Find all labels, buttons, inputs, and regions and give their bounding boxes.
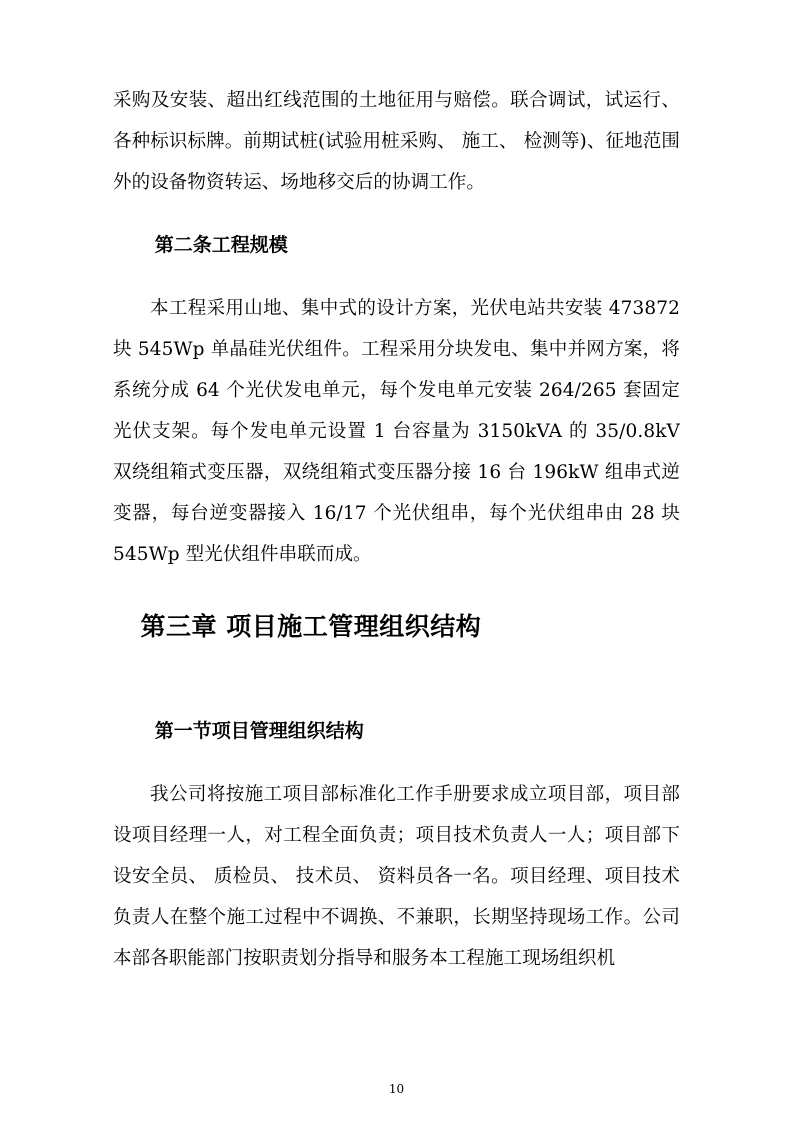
spacer bbox=[113, 752, 680, 774]
spacer bbox=[113, 203, 680, 225]
heading-section-1: 第一节项目管理组织结构 bbox=[154, 720, 364, 742]
heading-clause-2: 第二条工程规模 bbox=[154, 234, 288, 256]
spacer bbox=[113, 575, 680, 605]
heading-chapter-3: 第三章 项目施工管理组织结构 bbox=[140, 612, 482, 641]
spacer bbox=[113, 649, 680, 711]
paragraph-project-scale: 本工程采用山地、集中式的设计方案，光伏电站共安装 473872 块 545Wp 单晶硅光伏组件。工程采用分块发电、集中并网方案，将系统分成 64 个光伏发电单元，每个发电单元安装 264/265 套固定光伏支架。每个发电单元设置 1 台容量为 3150kVA 的 35/0.8kV 双绕组箱式变压器，双绕组箱式变压器分接 16 台 196kW 组串式逆变器，每台逆变器接入 16/17 个光伏组串，每个光伏组串由 28 块 545Wp 型光伏组件串联而成。 bbox=[113, 298, 680, 565]
paragraph-scope-continuation: 采购及安装、超出红线范围的土地征用与赔偿。联合调试，试运行、各种标识标牌。前期试桩(试验用桩采购、 施工、 检测等)、征地范围外的设备物资转运、场地移交后的协调工作。 bbox=[113, 90, 680, 193]
page-number: 10 bbox=[388, 1082, 405, 1096]
paragraph-organization: 我公司将按施工项目部标准化工作手册要求成立项目部，项目部设项目经理一人，对工程全面负责；项目技术负责人一人；项目部下设安全员、 质检员、 技术员、 资料员各一名。项目经理、项目技术负责人在整个施工过程中不调换、不兼职，长期坚持现场工作。公司本部各职能部门按职责划分指导和服务本工程施工现场组织机 bbox=[113, 784, 680, 969]
spacer bbox=[113, 266, 680, 288]
page-content bbox=[113, 80, 680, 979]
